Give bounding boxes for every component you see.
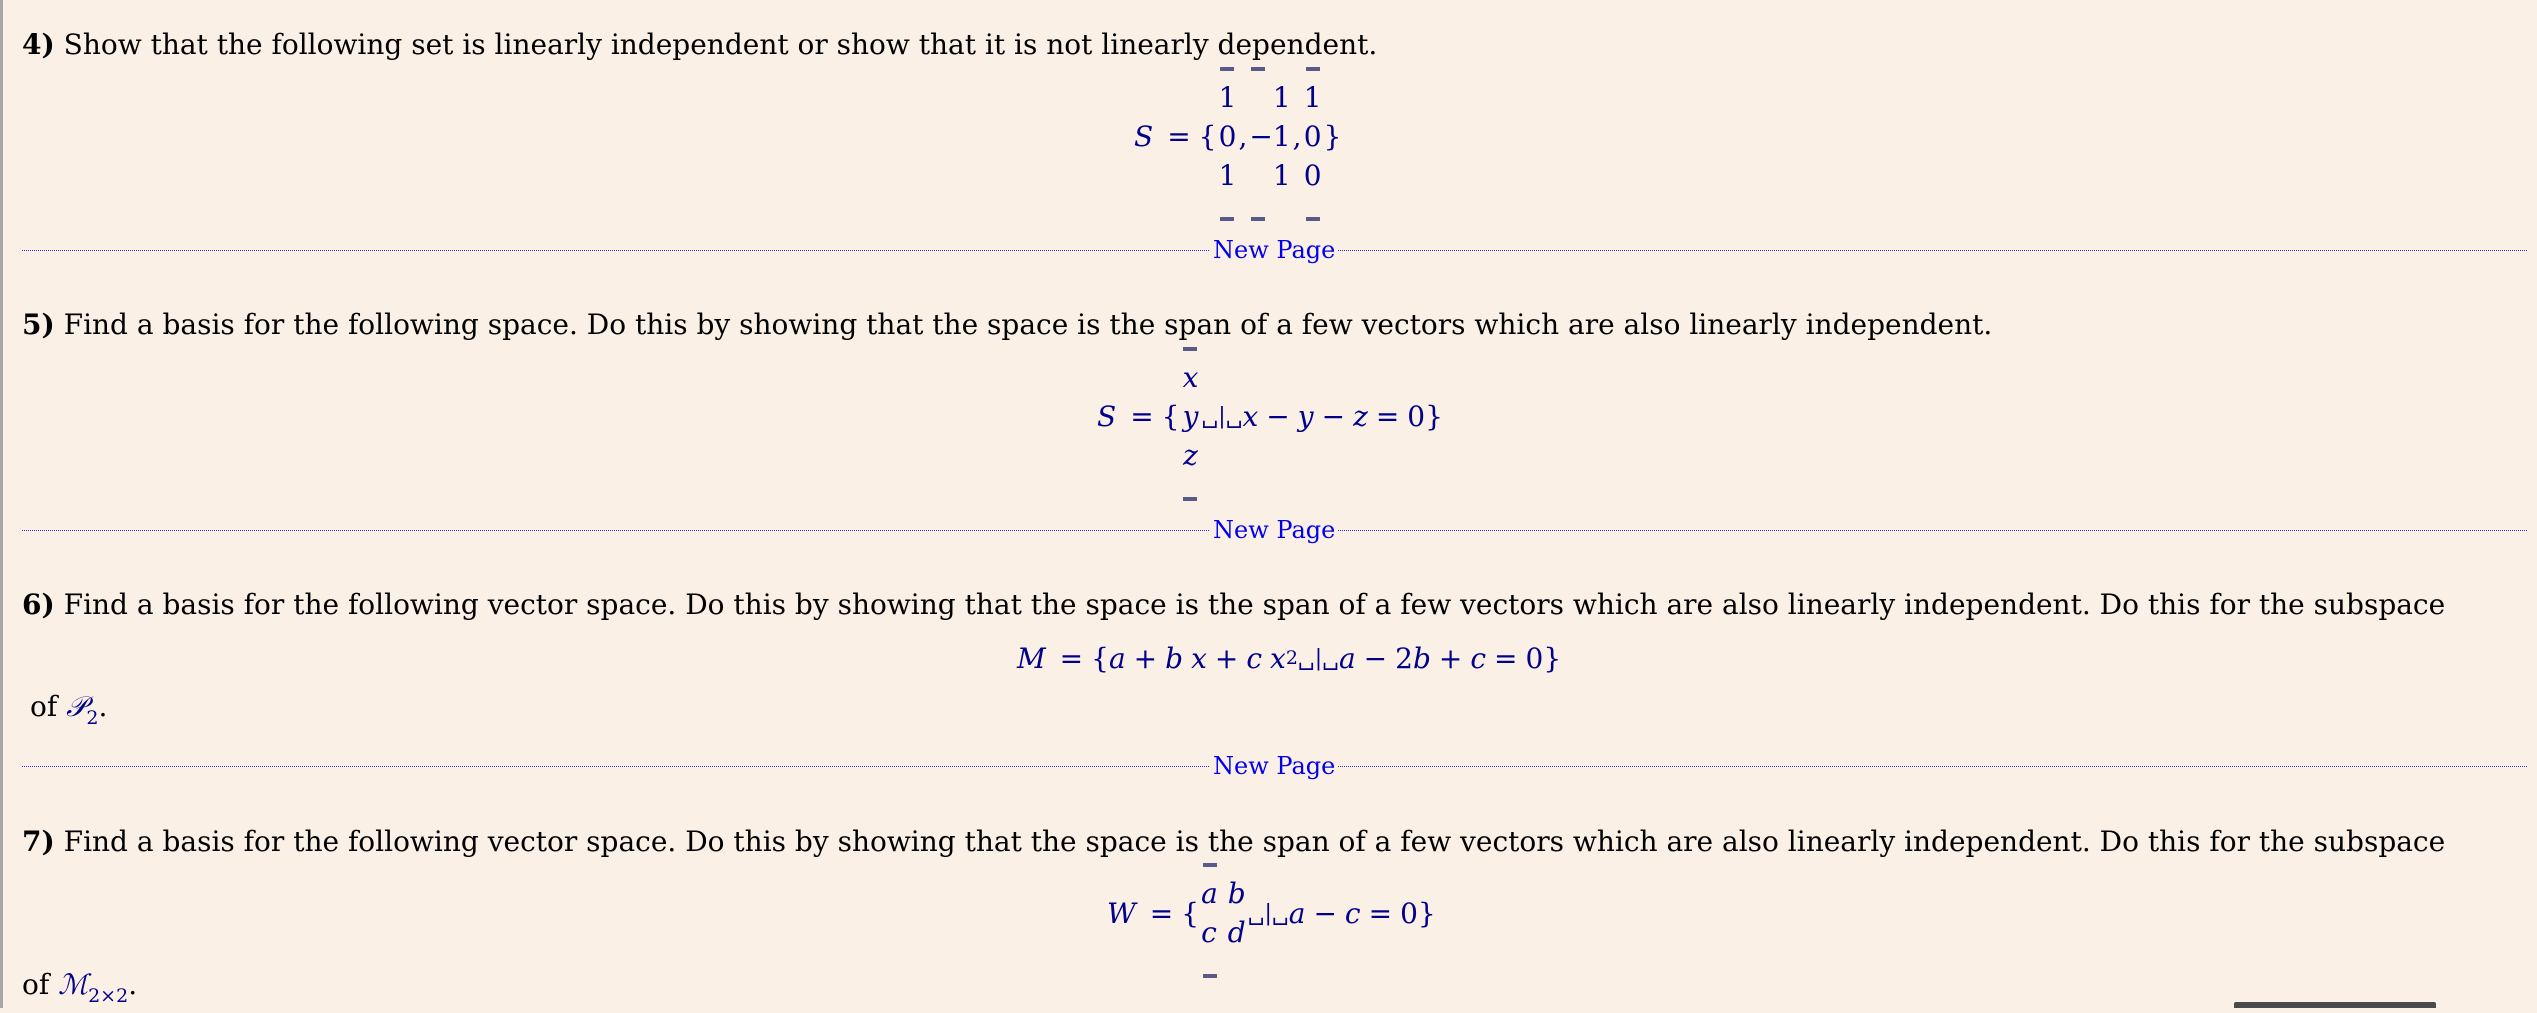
page-break-divider (22, 752, 2527, 780)
open-brace: { (1091, 641, 1109, 675)
term: c (1246, 641, 1263, 675)
vector-entry: x (1182, 360, 1199, 394)
condition-value: 0 (1400, 896, 1418, 930)
condition-op: − (1313, 896, 1337, 930)
problem-number: 7) (22, 825, 55, 858)
problem-5-equation (1097, 356, 1443, 476)
condition-op: − (1321, 399, 1346, 433)
equals-sign: = (1059, 641, 1084, 675)
matrix-2x2 (1199, 841, 1248, 985)
tail-prefix: of (30, 690, 58, 723)
problem-number: 5) (22, 308, 55, 341)
close-brace: } (1543, 641, 1562, 675)
condition-op: − (1363, 641, 1388, 675)
vector-entry: z (1183, 438, 1198, 472)
comma: , (1238, 119, 1248, 153)
exponent: 2 (1285, 647, 1298, 669)
term: x (1191, 641, 1207, 675)
problem-number: 4) (22, 28, 55, 61)
condition-var: x (1242, 399, 1259, 433)
term-op: + (1214, 641, 1239, 675)
problem-6-statement (22, 588, 2445, 622)
vector-1 (1216, 45, 1238, 228)
term-op: + (1133, 641, 1158, 675)
open-brace: { (1161, 399, 1180, 433)
period: . (128, 968, 138, 1001)
term: x (1270, 641, 1286, 675)
condition-op: = (1368, 896, 1393, 930)
problem-6-equation (1017, 638, 1561, 678)
problem-text: Find a basis for the following vector space. Do this by showing that the space is the span of a few vectors which are also linearly independent. Do this for the subspace (63, 588, 2446, 621)
equals-sign: = (1130, 399, 1154, 433)
problem-7-tail (22, 968, 137, 1013)
problem-4-statement (22, 28, 1377, 62)
set-symbol: W (1107, 896, 1136, 930)
equals-sign: = (1149, 896, 1174, 930)
condition-var: a (1288, 896, 1306, 930)
matrix-entry: d (1227, 916, 1246, 949)
page-break-divider (22, 236, 2527, 264)
bottom-toolbar-edge[interactable] (2234, 1002, 2436, 1008)
term: b (1165, 641, 1184, 675)
problem-text: Show that the following set is linearly independent or show that it is not linearly dependent. (63, 28, 1378, 61)
period: . (98, 690, 108, 723)
condition-op: + (1438, 641, 1463, 675)
vector-entry: 1 (1218, 80, 1237, 114)
open-brace: { (1198, 119, 1217, 153)
new-page-label: New Page (1210, 236, 1338, 264)
matrix-entry: b (1227, 877, 1246, 910)
condition-op: = (1375, 399, 1400, 433)
new-page-label: New Page (1210, 516, 1338, 544)
subscript: 2 (86, 707, 99, 729)
condition-op: = (1494, 641, 1518, 675)
condition-var: y (1297, 399, 1314, 433)
vector-entry: 0 (1218, 119, 1237, 153)
set-symbol: S (1134, 119, 1154, 153)
term: a (1108, 641, 1126, 675)
equals-sign: = (1167, 119, 1191, 153)
problem-text: Find a basis for the following space. Do this by showing that the space is the span of a few vectors which are also linearly independent. (63, 308, 1993, 341)
new-page-label: New Page (1210, 752, 1338, 780)
vector-entry: −1 (1249, 119, 1291, 153)
close-brace: } (1417, 896, 1436, 930)
such-that-bar: ␣|␣ (1247, 900, 1289, 926)
column-vector (1179, 325, 1201, 508)
problem-number: 6) (22, 588, 55, 621)
close-brace: } (1425, 399, 1443, 433)
condition-var: b (1412, 641, 1431, 675)
problem-5-statement (22, 308, 1992, 342)
problem-4-equation (1134, 76, 1341, 196)
vector-2 (1247, 45, 1292, 228)
condition-var: z (1353, 399, 1368, 433)
comma: , (1292, 119, 1302, 153)
condition-var: c (1344, 896, 1361, 930)
matrix-space-symbol: ℳ (58, 968, 89, 1001)
vector-entry: 1 (1272, 80, 1291, 114)
tail-prefix: of (22, 968, 50, 1001)
problem-6-tail (30, 690, 107, 735)
set-symbol: S (1097, 399, 1117, 433)
vector-3 (1302, 45, 1324, 228)
left-border (0, 0, 3, 1008)
vector-entry: 0 (1303, 119, 1322, 153)
condition-value: 0 (1407, 399, 1426, 433)
polynomial-space-symbol: 𝒫 (66, 690, 87, 723)
such-that-bar: ␣|␣ (1201, 403, 1243, 429)
subscript: 2×2 (88, 985, 129, 1007)
problem-text: Find a basis for the following vector space. Do this by showing that the space is the span of a few vectors which are also linearly independent. Do this for the subspace (63, 825, 2446, 858)
condition-value: 0 (1525, 641, 1544, 675)
problem-7-equation (1107, 872, 1436, 954)
matrix-entry: a (1201, 877, 1218, 910)
page-break-divider (22, 516, 2527, 544)
vector-entry: 1 (1303, 80, 1322, 114)
condition-var: a (1338, 641, 1356, 675)
condition-op: − (1266, 399, 1290, 433)
vector-entry: 0 (1303, 158, 1322, 192)
matrix-entry: c (1201, 916, 1217, 949)
set-symbol: M (1017, 641, 1046, 675)
close-brace: } (1323, 119, 1342, 153)
such-that-bar: ␣|␣ (1297, 645, 1339, 671)
vector-entry: 1 (1218, 158, 1237, 192)
open-brace: { (1181, 896, 1200, 930)
condition-coef: 2 (1395, 641, 1413, 675)
vector-entry: 1 (1272, 158, 1291, 192)
condition-var: c (1470, 641, 1487, 675)
vector-entry: y (1182, 399, 1199, 433)
